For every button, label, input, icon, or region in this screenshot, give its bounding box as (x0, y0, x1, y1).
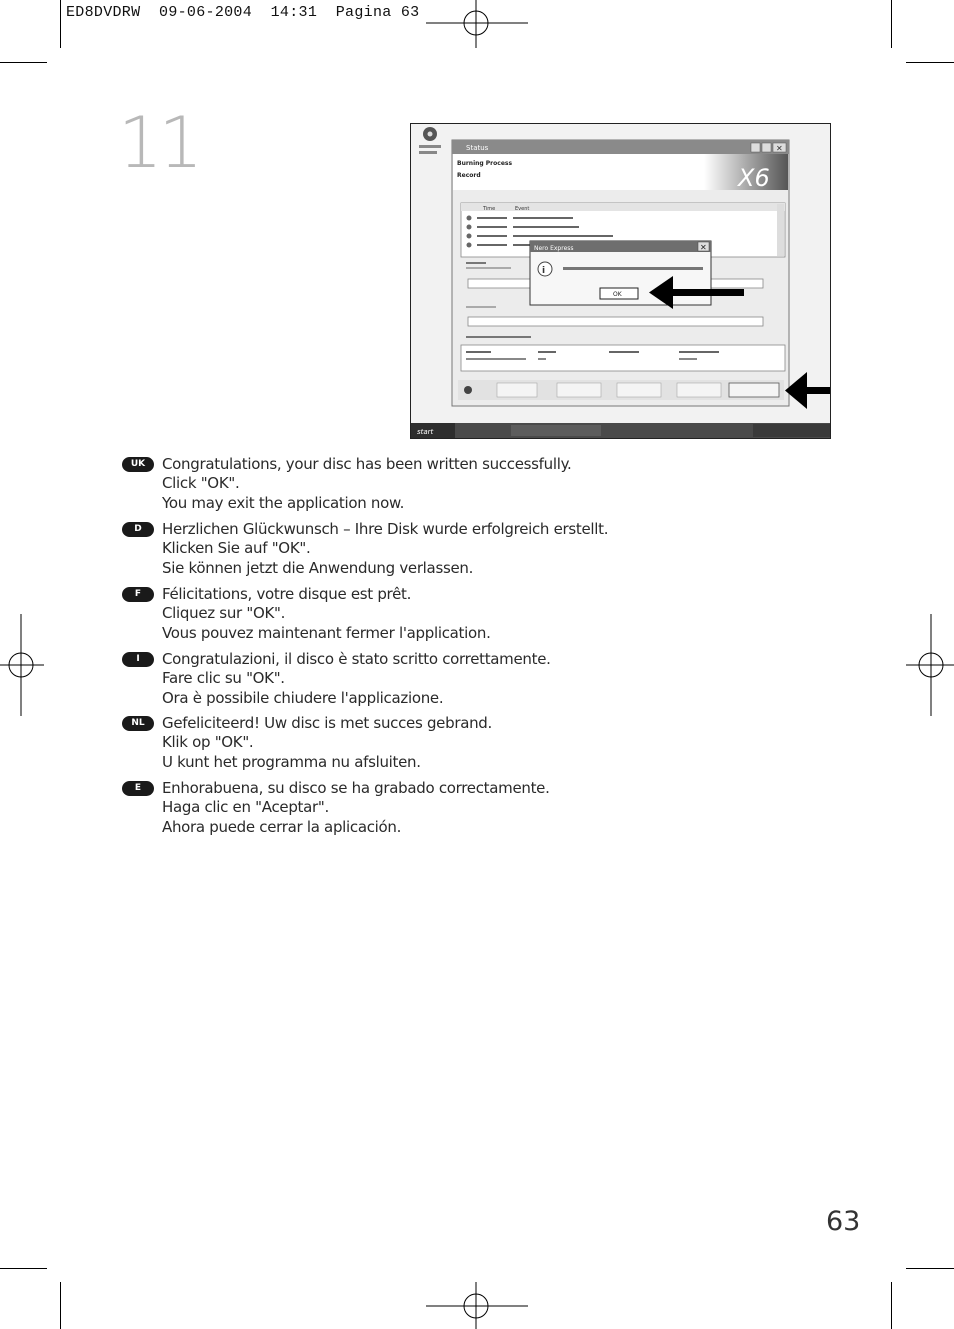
crop-mark (906, 1268, 954, 1269)
software-screenshot (410, 123, 831, 439)
window-title: Status (466, 144, 489, 152)
page-number: 63 (826, 1206, 861, 1237)
svg-text:✕: ✕ (700, 243, 707, 252)
instruction-line: Enhorabuena, su disco se ha grabado correctamente. (162, 779, 550, 797)
instruction-line: Klicken Sie auf "OK". (162, 539, 311, 558)
instruction-line: Congratulations, your disc has been written successfully. (162, 455, 572, 473)
svg-text:Time: Time (483, 206, 496, 212)
help-icon (464, 386, 472, 394)
language-badge: E (122, 781, 154, 796)
instruction-line: Ahora puede cerrar la aplicación. (162, 817, 402, 836)
instruction-text (162, 714, 492, 772)
svg-text:Event: Event (515, 206, 530, 212)
svg-text:✕: ✕ (776, 144, 783, 153)
done-button (729, 383, 779, 397)
title-bar (452, 140, 789, 154)
instruction-text (162, 520, 608, 578)
instruction-line: You may exit the application now. (162, 493, 405, 512)
crop-mark (0, 1268, 47, 1269)
instruction-line: Herzlichen Glückwunsch – Ihre Disk wurde erfolgreich erstellt. (162, 520, 609, 538)
instruction-line: Congratulazioni, il disco è stato scritto correttamente. (162, 650, 551, 668)
svg-text:OK: OK (613, 291, 622, 298)
crop-mark (0, 62, 47, 63)
instruction-text (162, 585, 491, 643)
language-badge: I (122, 652, 154, 667)
tab-label: Record (457, 172, 481, 179)
language-badge: F (122, 587, 154, 602)
instruction-line: Félicitations, votre disque est prêt. (162, 585, 412, 603)
instruction-text (162, 455, 572, 513)
instruction-line: Cliquez sur "OK". (162, 604, 286, 623)
group-title: Burning Process (457, 160, 513, 167)
svg-text:i: i (542, 266, 546, 276)
instruction-line: Sie können jetzt die Anwendung verlassen. (162, 558, 474, 577)
crop-mark (60, 0, 61, 48)
instruction-line: Ora è possibile chiudere l'applicazione. (162, 688, 444, 707)
instruction-line: Fare clic su "OK". (162, 669, 285, 688)
instruction-text (162, 779, 550, 837)
print-header: ED8DVDRW 09-06-2004 14:31 Pagina 63 (66, 4, 420, 21)
nero-logo: X6 (738, 164, 770, 192)
crop-mark (60, 1282, 61, 1329)
svg-text:start: start (417, 428, 434, 436)
language-badge: UK (122, 457, 154, 472)
registration-mark-icon (426, 1282, 528, 1329)
crop-mark (906, 62, 954, 63)
screenshot-illustration (411, 124, 830, 438)
instruction-line: Klik op "OK". (162, 733, 254, 752)
crop-mark (891, 0, 892, 48)
instruction-line: U kunt het programma nu afsluiten. (162, 752, 421, 771)
language-badge: D (122, 522, 154, 537)
instruction-line: Haga clic en "Aceptar". (162, 798, 329, 817)
instruction-text (162, 650, 551, 708)
instruction-line: Gefeliciteerd! Uw disc is met succes gebrand. (162, 714, 492, 732)
minimize-button (751, 143, 760, 152)
registration-mark-icon (426, 0, 528, 48)
maximize-button (762, 143, 771, 152)
progress-bar (468, 317, 763, 326)
language-badge: NL (122, 716, 154, 731)
registration-mark-icon (0, 614, 44, 716)
crop-mark (891, 1282, 892, 1329)
dialog-title: Nero Express (534, 245, 574, 252)
registration-mark-icon (906, 614, 954, 716)
step-number: 11 (118, 102, 200, 184)
instruction-line: Vous pouvez maintenant fermer l'application. (162, 623, 491, 642)
instruction-line: Click "OK". (162, 474, 240, 493)
